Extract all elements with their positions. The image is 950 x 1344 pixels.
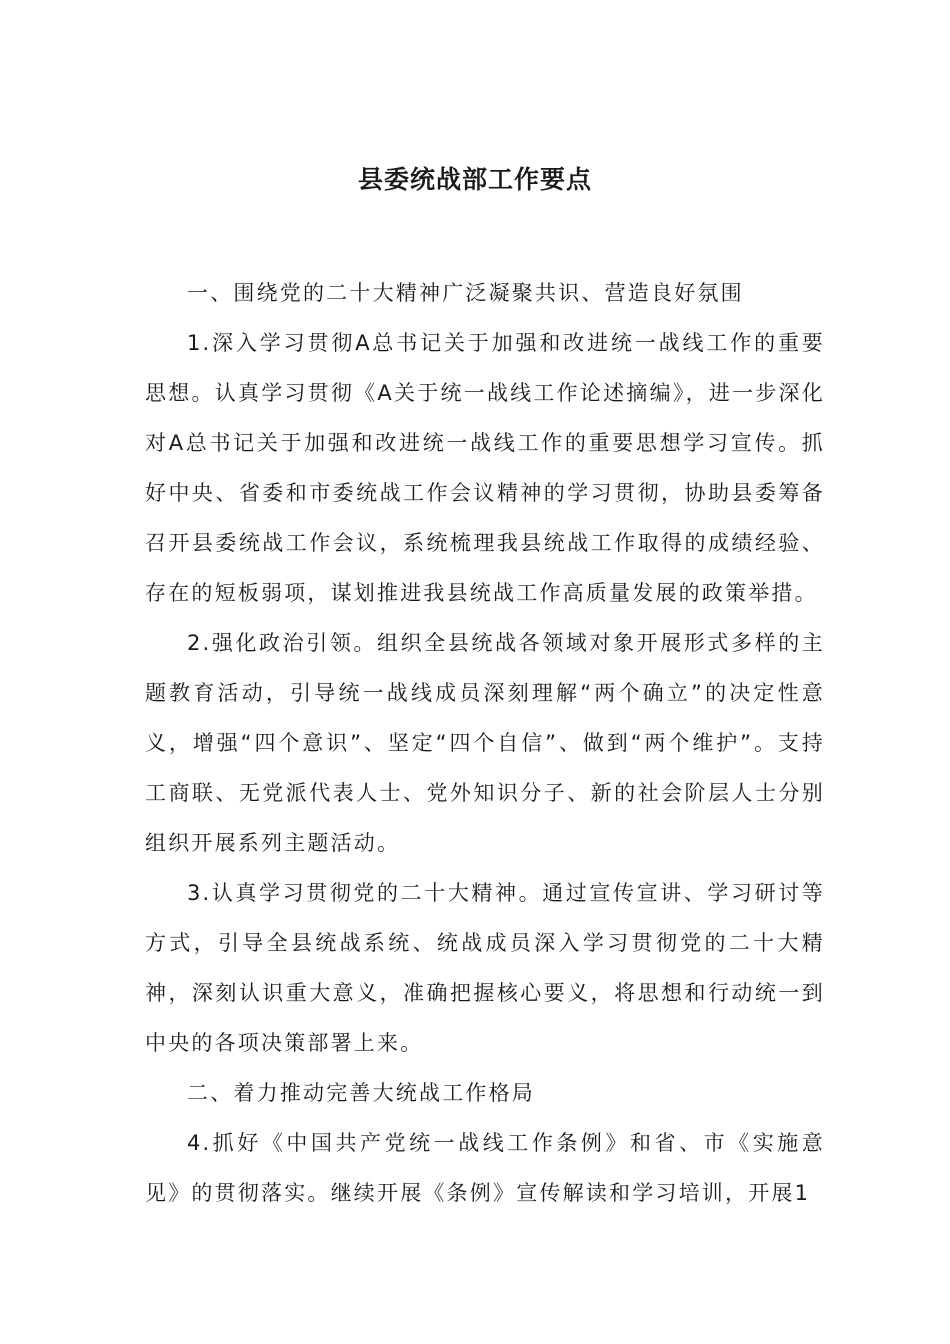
paragraph-item-1: 1.深入学习贯彻A总书记关于加强和改进统一战线工作的重要思想。认真学习贯彻《A关于统一战线工作论述摘编》，进一步深化对A总书记关于加强和改进统一战线工作的重要思想学习宣传。抓好中央、省委和市委统战工作会议精神的学习贯彻，协助县委筹备召开县委统战工作会议，系统梳理我县统战工作取得的成绩经验、存在的短板弱项，谋划推进我县统战工作高质量发展的政策举措。 [145, 331, 825, 605]
section-heading-2: 二、着力推动完善大统战工作格局 [187, 1081, 535, 1105]
section-heading-1: 一、围绕党的二十大精神广泛凝聚共识、营造良好氛围 [187, 281, 744, 305]
paragraph-item-3: 3.认真学习贯彻党的二十大精神。通过宣传宣讲、学习研讨等方式，引导全县统战系统、统战成员深入学习贯彻党的二十大精神，深刻认识重大意义，准确把握核心要义，将思想和行动统一到中央的各项决策部署上来。 [145, 881, 825, 1055]
paragraph-item-4: 4.抓好《中国共产党统一战线工作条例》和省、市《实施意见》的贯彻落实。继续开展《条例》宣传解读和学习培训，开展1 [145, 1131, 825, 1205]
document-body [145, 268, 825, 1218]
paragraph-item-2: 2.强化政治引领。组织全县统战各领域对象开展形式多样的主题教育活动，引导统一战线成员深刻理解“两个确立”的决定性意义，增强“四个意识”、坚定“四个自信”、做到“两个维护”。支持工商联、无党派代表人士、党外知识分子、新的社会阶层人士分别组织开展系列主题活动。 [145, 631, 825, 855]
document-title: 县委统战部工作要点 [357, 165, 592, 194]
